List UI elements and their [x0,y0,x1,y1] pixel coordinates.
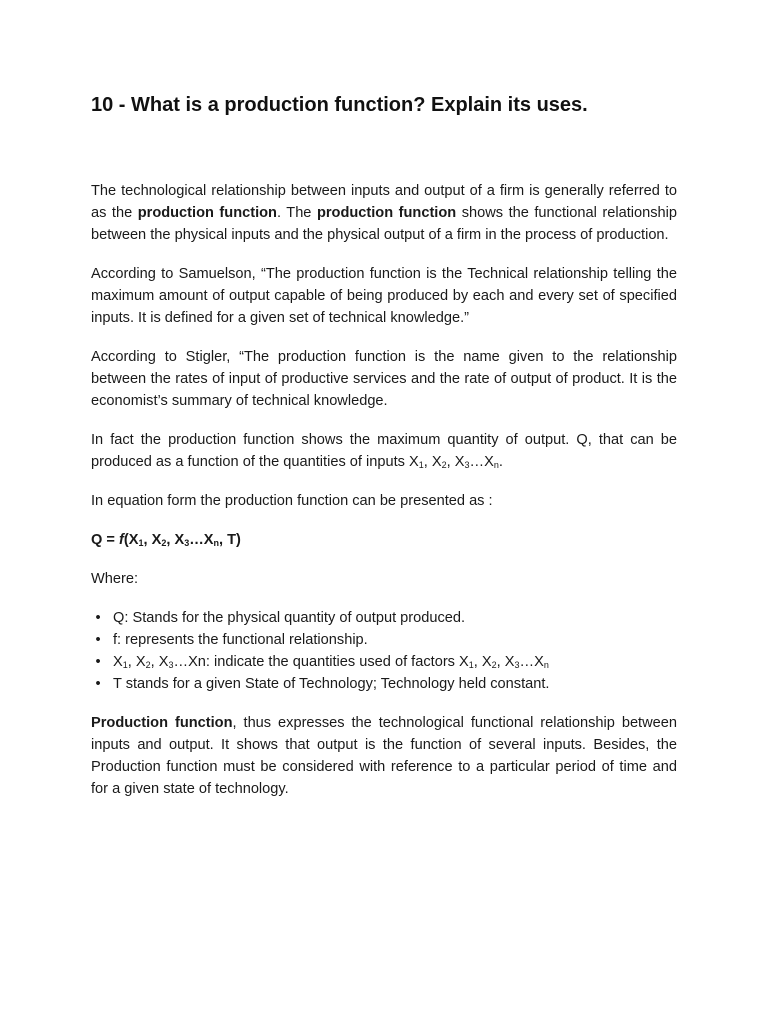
subscript: 1 [468,660,474,670]
bold-term: production function [137,205,277,221]
var-x: X [174,532,185,548]
definitions-list [91,607,677,695]
list-item-text: Q: Stands for the physical quantity of output produced. [113,610,466,626]
separator: , [143,532,152,548]
var-x: X [534,654,544,670]
var-x: X [135,654,146,670]
var-x: X [151,532,162,548]
list-item [91,673,677,695]
bold-term: Production function [91,715,233,731]
text-run: , thus expresses the technological functional relationship between inputs and output. It shows that output is the function of several inputs. Besides, the Production function must be considered with reference to a particular period of time and for a given state of technology. [91,715,678,797]
ellipsis: … [469,454,485,470]
separator: , [473,654,482,670]
paragraph-samuelson: According to Samuelson, “The production function is the Technical relationship telling the maximum amount of output capable of being produced by each and every set of specified inputs. It is defined for a given set of technical knowledge.” [91,266,677,326]
var-x: X [481,654,492,670]
subscript: n [543,660,549,670]
var-x: X [128,532,139,548]
subscript: 1 [138,538,144,548]
paragraph-conclusion [91,712,677,800]
var-x: X [203,532,214,548]
where-label: Where: [91,571,139,587]
subscript: 1 [418,460,424,470]
bullet-icon: • [95,676,101,692]
page-title: 10 - What is a production function? Explain its uses. [91,94,588,116]
bullet-icon: • [95,610,101,626]
bold-term: production function [316,205,457,221]
text-run: shows the functional relationship between the physical inputs and the physical output of a firm in the process of production. [91,205,677,243]
separator: , [150,654,159,670]
paragraph-stigler: According to Stigler, “The production function is the name given to the relationship between the rates of input of productive services and the rate of output of product. It is the economist’s summary of technical knowledge. [91,349,677,409]
separator: , [166,532,175,548]
paragraph-definition [91,180,677,246]
paragraph-equation-intro: In equation form the production function can be presented as : [91,493,493,509]
list-item [91,629,677,651]
equation-lhs: Q = [91,532,119,548]
production-equation [91,529,677,551]
subscript: 3 [184,538,190,548]
text-run: In fact the production function shows the maximum quantity of output. Q, that can be produced as a function of the quantities of inputs [91,432,677,470]
subscript: n [213,538,220,548]
ellipsis: … [189,532,204,548]
ellipsis: … [173,654,189,670]
list-item-text: f: represents the functional relationship. [113,632,368,648]
function-symbol: f [118,532,124,548]
separator: , [423,454,432,470]
separator: . [498,454,503,470]
list-item [91,651,677,673]
var-x: X [504,654,515,670]
var-x: X [158,654,169,670]
list-item [91,607,677,629]
var-xn: Xn [188,654,206,670]
var-x: X [454,454,465,470]
subscript: 2 [161,538,167,548]
var-x: X [409,454,419,470]
list-item-text: : indicate the quantities used of factors [205,654,460,670]
text-run: . The [276,205,317,221]
document-body [91,180,677,817]
subscript: 3 [168,660,174,670]
var-x: X [484,454,494,470]
var-x: X [113,654,123,670]
subscript: 3 [464,460,470,470]
bullet-icon: • [95,632,101,648]
subscript: 2 [491,660,497,670]
subscript: 3 [514,660,520,670]
subscript: 2 [145,660,151,670]
separator: , [446,454,455,470]
bullet-icon: • [95,654,101,670]
subscript: n [493,460,499,470]
separator: ( [123,532,129,548]
separator: , [127,654,136,670]
subscript: 2 [441,460,447,470]
subscript: 1 [122,660,128,670]
equation-end: , T) [219,532,241,548]
text-run: The technological relationship between inputs and output of a firm is generally referred to as the [91,183,677,221]
paragraph-maximum-output [91,429,677,473]
list-item-text: T stands for a given State of Technology; Technology held constant. [113,676,550,692]
separator: , [496,654,505,670]
ellipsis: … [519,654,535,670]
var-x: X [459,654,469,670]
var-x: X [431,454,442,470]
